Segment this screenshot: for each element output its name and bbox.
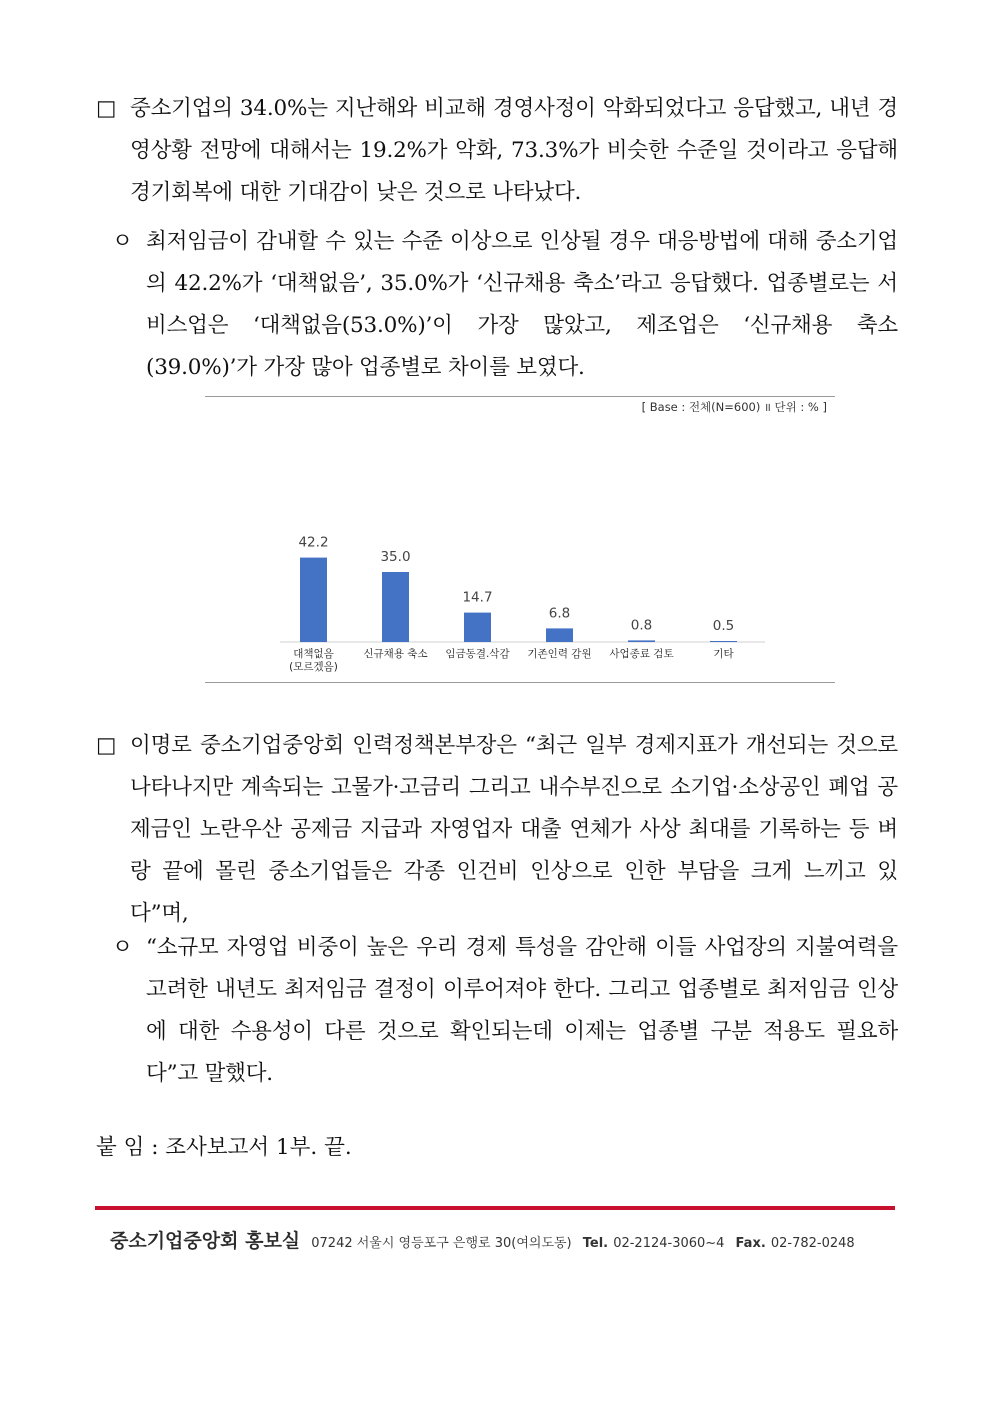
data-label: 35.0 xyxy=(380,549,411,565)
paragraph-2 xyxy=(112,221,898,389)
bar xyxy=(300,558,327,642)
circle-bullet-icon: ㅇ xyxy=(112,229,133,254)
square-bullet-icon: □ xyxy=(96,733,117,758)
footer-org: 중소기업중앙회 홍보실 xyxy=(110,1230,301,1252)
circle-bullet-icon: ㅇ xyxy=(112,935,133,960)
footer-divider xyxy=(95,1206,895,1210)
category-label: (모르겠음) xyxy=(289,661,338,673)
paragraph-text: 이명로 중소기업중앙회 인력정책본부장은 “최근 일부 경제지표가 개선되는 것으로 나타나지만 계속되는 고물가·고금리 그리고 내수부진으로 소기업·소상공인 폐업 공제금인 노란우산 공제금 지급과 자영업자 대출 연체가 사상 최대를 기록하는 등 벼랑 끝에 몰린 중소기업들은 각종 인건비 인상으로 인한 부담을 크게 느끼고 있다”며, xyxy=(130,733,898,926)
footer-tel: 02-2124-3060~4 xyxy=(613,1236,725,1251)
bar xyxy=(464,613,491,642)
footer-fax-label: Fax. xyxy=(735,1236,766,1251)
bar xyxy=(628,640,655,642)
attachment-note: 붙 임 : 조사보고서 1부. 끝. xyxy=(96,1135,352,1160)
category-label: 대책없음 xyxy=(293,648,334,660)
category-label: 기존인력 감원 xyxy=(527,648,592,660)
data-label: 0.8 xyxy=(630,617,653,634)
footer xyxy=(110,1226,890,1253)
footer-fax: 02-782-0248 xyxy=(770,1236,855,1251)
category-label: 신규채용 축소 xyxy=(363,648,428,660)
category-label: 기타 xyxy=(713,648,734,660)
category-label: 사업종료 검토 xyxy=(609,648,674,660)
paragraph-1 xyxy=(96,88,898,214)
bar xyxy=(382,572,409,642)
paragraph-text: 최저임금이 감내할 수 있는 수준 이상으로 인상될 경우 대응방법에 대해 중소기업의 42.2%가 ‘대책없음’, 35.0%가 ‘신규채용 축소’라고 응답했다. 업종별로는 서비스업은 ‘대책없음(53.0%)’이 가장 많았고, 제조업은 ‘신규채용 축소(39.0%)’가 가장 많아 업종별로 차이를 보였다. xyxy=(146,229,898,380)
bar xyxy=(710,641,737,642)
bar-chart xyxy=(205,396,835,683)
bar xyxy=(546,628,573,642)
chart-canvas xyxy=(205,397,835,682)
category-label: 임금동결.삭감 xyxy=(445,648,510,660)
square-bullet-icon: □ xyxy=(96,96,117,121)
data-label: 42.2 xyxy=(298,534,329,551)
footer-tel-label: Tel. xyxy=(582,1236,609,1251)
paragraph-text: “소규모 자영업 비중이 높은 우리 경제 특성을 감안해 이들 사업장의 지불여력을 고려한 내년도 최저임금 결정이 이루어져야 한다. 그리고 업종별로 최저임금 인상에 대한 수용성이 다른 것으로 확인되는데 이제는 업종별 구분 적용도 필요하다”고 말했다. xyxy=(146,935,898,1086)
paragraph-3 xyxy=(96,725,898,935)
chart-base-note: [ Base : 전체(N=600) ॥ 단위 : % ] xyxy=(641,400,827,414)
paragraph-4 xyxy=(112,927,898,1095)
data-label: 14.7 xyxy=(462,589,493,606)
footer-address: 07242 서울시 영등포구 은행로 30(여의도동) xyxy=(311,1236,572,1251)
paragraph-text: 중소기업의 34.0%는 지난해와 비교해 경영사정이 악화되었다고 응답했고, 내년 경영상황 전망에 대해서는 19.2%가 악화, 73.3%가 비슷한 수준일 것이라고 응답해 경기회복에 대한 기대감이 낮은 것으로 나타났다. xyxy=(130,96,898,205)
data-label: 0.5 xyxy=(712,618,735,634)
data-label: 6.8 xyxy=(548,605,571,622)
